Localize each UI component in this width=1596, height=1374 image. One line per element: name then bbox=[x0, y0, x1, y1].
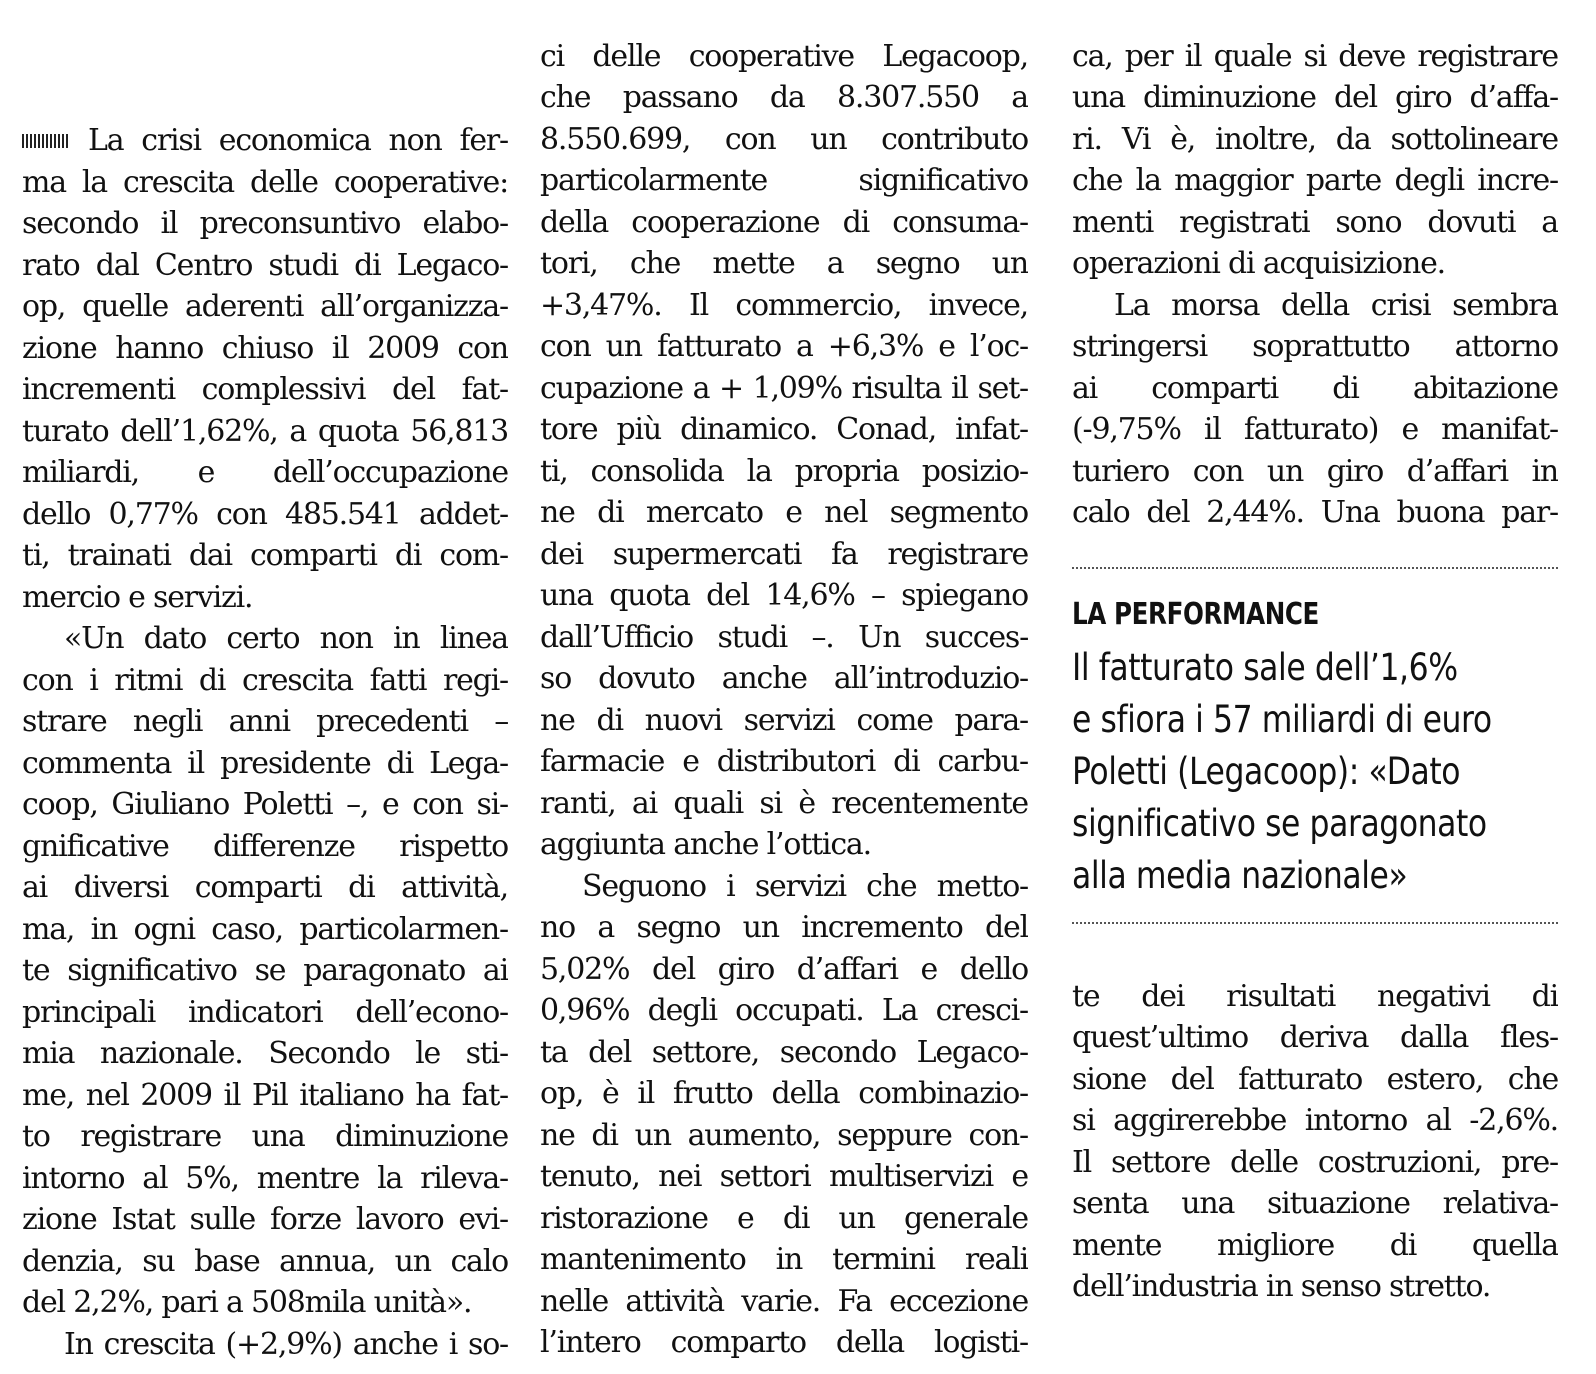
body-line: mente migliore di quella bbox=[1072, 1228, 1558, 1263]
body-line: ne di nuovi servizi come para- bbox=[540, 703, 1028, 738]
body-line: ti, consolida la propria posizio- bbox=[540, 454, 1028, 489]
body-line: una diminuzione del giro d’affa- bbox=[1072, 80, 1558, 115]
body-line: 0,96% degli occupati. La cresci- bbox=[540, 993, 1028, 1028]
body-line: ai comparti di abitazione bbox=[1072, 371, 1558, 406]
body-line: miliardi, e dell’occupazione bbox=[22, 455, 508, 490]
body-line: mia nazionale. Secondo le sti- bbox=[22, 1036, 508, 1071]
body-line: zione Istat sulle forze lavoro evi- bbox=[22, 1202, 508, 1237]
body-line: tenuto, nei settori multiservizi e bbox=[540, 1159, 1028, 1194]
body-line: turato dell’1,62%, a quota 56,813 bbox=[22, 414, 508, 449]
box-subhead-line: Poletti (Legacoop): «Dato bbox=[1072, 750, 1461, 793]
box-top-rule bbox=[1072, 567, 1558, 569]
body-line: particolarmente significativo bbox=[540, 163, 1028, 198]
body-line: sione del fatturato estero, che bbox=[1072, 1062, 1558, 1097]
body-line: te dei risultati negativi di bbox=[1072, 979, 1558, 1014]
body-line: mercio e servizi. bbox=[22, 580, 253, 615]
body-line: gnificative differenze rispetto bbox=[22, 829, 508, 864]
body-line: so dovuto anche all’introduzio- bbox=[540, 661, 1028, 696]
body-line: ci delle cooperative Legacoop, bbox=[540, 39, 1028, 74]
body-line: ai diversi comparti di attività, bbox=[22, 870, 508, 905]
body-line: op, quelle aderenti all’organizza- bbox=[22, 289, 508, 324]
body-line: cupazione a + 1,09% risulta il set- bbox=[540, 371, 1028, 406]
body-line: turiero con un giro d’affari in bbox=[1072, 454, 1558, 489]
body-line: della cooperazione di consuma- bbox=[540, 205, 1028, 240]
body-line: ristorazione e di un generale bbox=[540, 1201, 1028, 1236]
section-marker-icon bbox=[22, 134, 70, 148]
body-line: dall’Ufficio studi –. Un succes- bbox=[540, 620, 1028, 655]
body-line: ne di un aumento, seppure con- bbox=[540, 1118, 1028, 1153]
body-line: operazioni di acquisizione. bbox=[1072, 246, 1445, 281]
body-line: che passano da 8.307.550 a bbox=[540, 80, 1028, 115]
body-line: (-9,75% il fatturato) e manifat- bbox=[1072, 412, 1558, 447]
box-subhead-line: significativo se paragonato bbox=[1072, 802, 1487, 845]
body-line: strare negli anni precedenti – bbox=[22, 704, 508, 739]
body-line: menti registrati sono dovuti a bbox=[1072, 205, 1558, 240]
body-line: farmacie e distributori di carbu- bbox=[540, 744, 1028, 779]
body-line: tori, che mette a segno un bbox=[540, 246, 1028, 281]
body-line: In crescita (+2,9%) anche i so- bbox=[64, 1327, 508, 1362]
body-line: secondo il preconsuntivo elabo- bbox=[22, 206, 508, 241]
body-line: nelle attività varie. Fa eccezione bbox=[540, 1284, 1028, 1319]
body-line: op, è il frutto della combinazio- bbox=[540, 1076, 1028, 1111]
body-line: quest’ultimo deriva dalla fles- bbox=[1072, 1020, 1558, 1055]
body-line: rato dal Centro studi di Legaco- bbox=[22, 248, 508, 283]
body-line: ca, per il quale si deve registrare bbox=[1072, 39, 1558, 74]
body-line: aggiunta anche l’ottica. bbox=[540, 827, 871, 862]
body-line: una quota del 14,6% – spiegano bbox=[540, 578, 1028, 613]
body-line: stringersi soprattutto attorno bbox=[1072, 329, 1558, 364]
body-line: che la maggior parte degli incre- bbox=[1072, 163, 1558, 198]
body-line: del 2,2%, pari a 508mila unità». bbox=[22, 1285, 472, 1320]
body-line: con un fatturato a +6,3% e l’oc- bbox=[540, 329, 1028, 364]
body-line: no a segno un incremento del bbox=[540, 910, 1028, 945]
body-line: dello 0,77% con 485.541 addet- bbox=[22, 497, 508, 532]
body-line: incrementi complessivi del fat- bbox=[22, 372, 508, 407]
body-line: dei supermercati fa registrare bbox=[540, 537, 1028, 572]
body-line: ranti, ai quali si è recentemente bbox=[540, 786, 1028, 821]
body-line: tore più dinamico. Conad, infat- bbox=[540, 412, 1028, 447]
body-line: calo del 2,44%. Una buona par- bbox=[1072, 495, 1558, 530]
body-line: ta del settore, secondo Legaco- bbox=[540, 1035, 1028, 1070]
body-line: mantenimento in termini reali bbox=[540, 1242, 1028, 1277]
body-line: La morsa della crisi sembra bbox=[1114, 288, 1558, 323]
box-subhead-line: Il fatturato sale dell’1,6% bbox=[1072, 646, 1458, 689]
body-line: senta una situazione relativa- bbox=[1072, 1186, 1558, 1221]
body-line: coop, Giuliano Poletti –, e con si- bbox=[22, 787, 508, 822]
box-kicker: LA PERFORMANCE bbox=[1072, 597, 1319, 632]
body-line: l’intero comparto della logisti- bbox=[540, 1325, 1028, 1360]
body-line: intorno al 5%, mentre la rileva- bbox=[22, 1161, 508, 1196]
body-line: «Un dato certo non in linea bbox=[64, 621, 508, 656]
body-line: 5,02% del giro d’affari e dello bbox=[540, 952, 1028, 987]
body-line: principali indicatori dell’econo- bbox=[22, 995, 508, 1030]
body-line: te significativo se paragonato ai bbox=[22, 953, 508, 988]
body-line: to registrare una diminuzione bbox=[22, 1119, 508, 1154]
body-line: commenta il presidente di Lega- bbox=[22, 746, 508, 781]
body-line: con i ritmi di crescita fatti regi- bbox=[22, 663, 508, 698]
body-line: La crisi economica non fer- bbox=[88, 123, 508, 158]
body-line: dell’industria in senso stretto. bbox=[1072, 1269, 1491, 1304]
body-line: zione hanno chiuso il 2009 con bbox=[22, 331, 508, 366]
body-line: denzia, su base annua, un calo bbox=[22, 1244, 508, 1279]
box-bottom-rule bbox=[1072, 922, 1558, 924]
body-line: me, nel 2009 il Pil italiano ha fat- bbox=[22, 1078, 508, 1113]
box-subhead-line: alla media nazionale» bbox=[1072, 854, 1408, 897]
body-line: ti, trainati dai comparti di com- bbox=[22, 538, 508, 573]
body-line: +3,47%. Il commercio, invece, bbox=[540, 288, 1028, 323]
body-line: Il settore delle costruzioni, pre- bbox=[1072, 1145, 1558, 1180]
body-line: ma, in ogni caso, particolarmen- bbox=[22, 912, 508, 947]
body-line: ri. Vi è, inoltre, da sottolineare bbox=[1072, 122, 1558, 157]
body-line: 8.550.699, con un contributo bbox=[540, 122, 1028, 157]
box-subhead-line: e sfiora i 57 miliardi di euro bbox=[1072, 698, 1492, 741]
body-line: ma la crescita delle cooperative: bbox=[22, 165, 508, 200]
body-line: Seguono i servizi che metto- bbox=[582, 869, 1028, 904]
body-line: ne di mercato e nel segmento bbox=[540, 495, 1028, 530]
body-line: si aggirerebbe intorno al -2,6%. bbox=[1072, 1103, 1558, 1138]
